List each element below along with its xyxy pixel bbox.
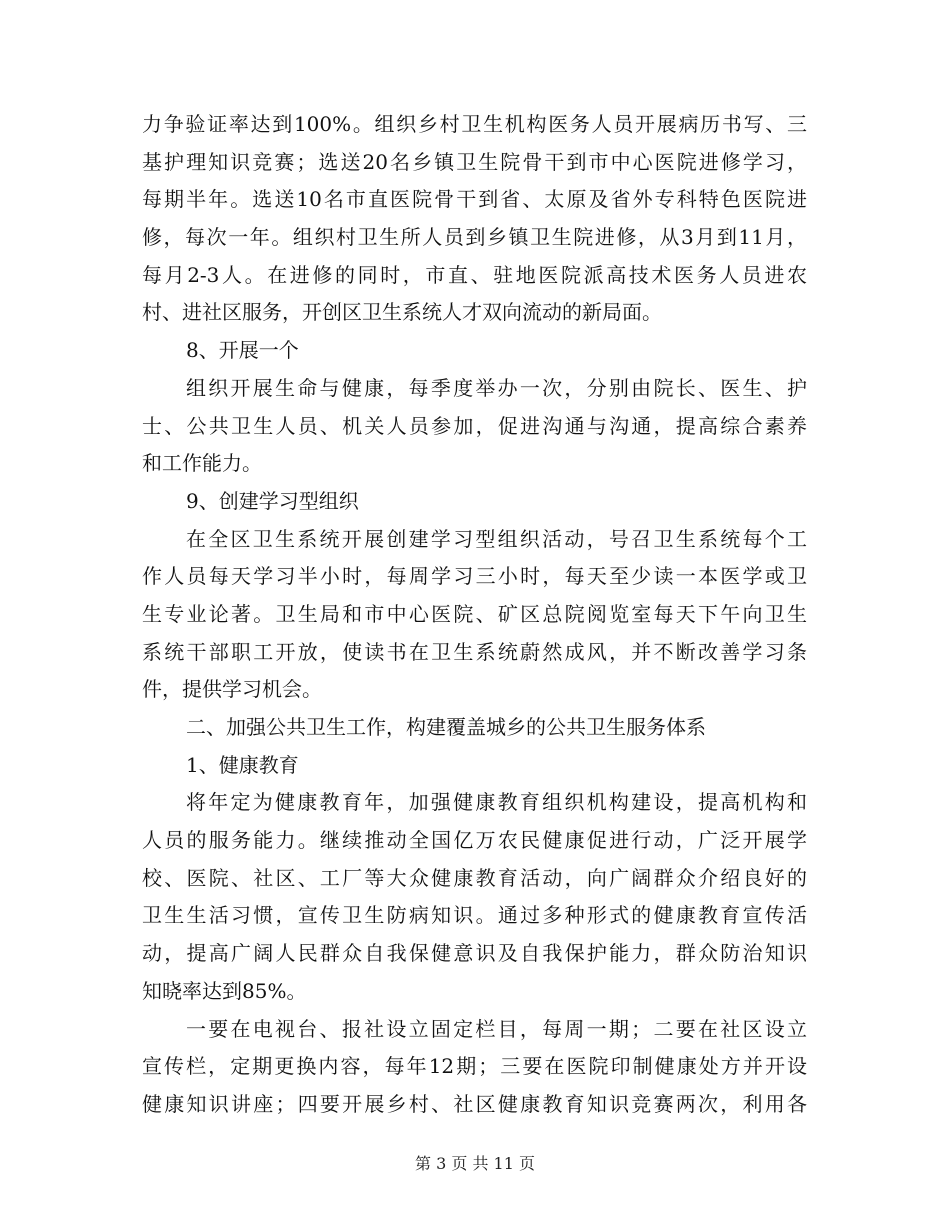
text-line: 生专业论著。卫生局和市中心医院、矿区总院阅览室每天下午向卫生 <box>142 601 807 626</box>
text-line: 基护理知识竞赛；选送20名乡镇卫生院骨干到市中心医院进修学习， <box>142 149 807 174</box>
section-heading: 1、健康教育 <box>186 752 299 777</box>
text-line: 校、医院、社区、工厂等大众健康教育活动，向广阔群众介绍良好的 <box>142 865 807 890</box>
section-heading: 9、创建学习型组织 <box>186 488 359 513</box>
text-line: 每月2-3人。在进修的同时，市直、驻地医院派高技术医务人员进农 <box>142 262 807 287</box>
text-line: 村、进社区服务，开创区卫生系统人才双向流动的新局面。 <box>142 300 662 325</box>
text-line: 动，提高广阔人民群众自我保健意识及自我保护能力，群众防治知识 <box>142 941 807 966</box>
chapter-heading: 二、加强公共卫生工作，构建覆盖城乡的公共卫生服务体系 <box>186 715 706 739</box>
text-line: 知晓率达到85%。 <box>142 978 307 1003</box>
text-line: 一要在电视台、报社设立固定栏目，每周一期；二要在社区设立 <box>186 1016 807 1041</box>
text-line: 力争验证率达到100%。组织乡村卫生机构医务人员开展病历书写、三 <box>142 112 807 136</box>
text-line: 修，每次一年。组织村卫生所人员到乡镇卫生院进修，从3月到11月， <box>142 225 807 250</box>
text-line: 卫生生活习惯，宣传卫生防病知识。通过多种形式的健康教育宣传活 <box>142 903 807 928</box>
text-line: 宣传栏，定期更换内容，每年12期；三要在医院印制健康处方并开设 <box>142 1054 807 1079</box>
text-line: 将年定为健康教育年，加强健康教育组织机构建设，提高机构和 <box>186 790 807 815</box>
text-line: 健康知识讲座；四要开展乡村、社区健康教育知识竞赛两次，利用各 <box>142 1091 807 1116</box>
page-footer: 第 3 页 共 11 页 <box>415 1154 535 1173</box>
text-line: 人员的服务能力。继续推动全国亿万农民健康促进行动，广泛开展学 <box>142 828 807 853</box>
body-text <box>142 106 807 1124</box>
text-line: 件，提供学习机会。 <box>142 677 322 702</box>
text-line: 在全区卫生系统开展创建学习型组织活动，号召卫生系统每个工 <box>186 526 807 551</box>
text-line: 组织开展生命与健康，每季度举办一次，分别由院长、医生、护 <box>186 375 807 400</box>
text-line: 士、公共卫生人员、机关人员参加，促进沟通与沟通，提高综合素养 <box>142 413 807 438</box>
text-line: 系统干部职工开放，使读书在卫生系统蔚然成风，并不断改善学习条 <box>142 639 807 664</box>
text-line: 和工作能力。 <box>142 451 262 476</box>
section-heading: 8、开展一个 <box>186 338 299 363</box>
text-line: 作人员每天学习半小时，每周学习三小时，每天至少读一本医学或卫 <box>142 564 807 589</box>
text-line: 每期半年。选送10名市直医院骨干到省、太原及省外专科特色医院进 <box>142 187 807 212</box>
